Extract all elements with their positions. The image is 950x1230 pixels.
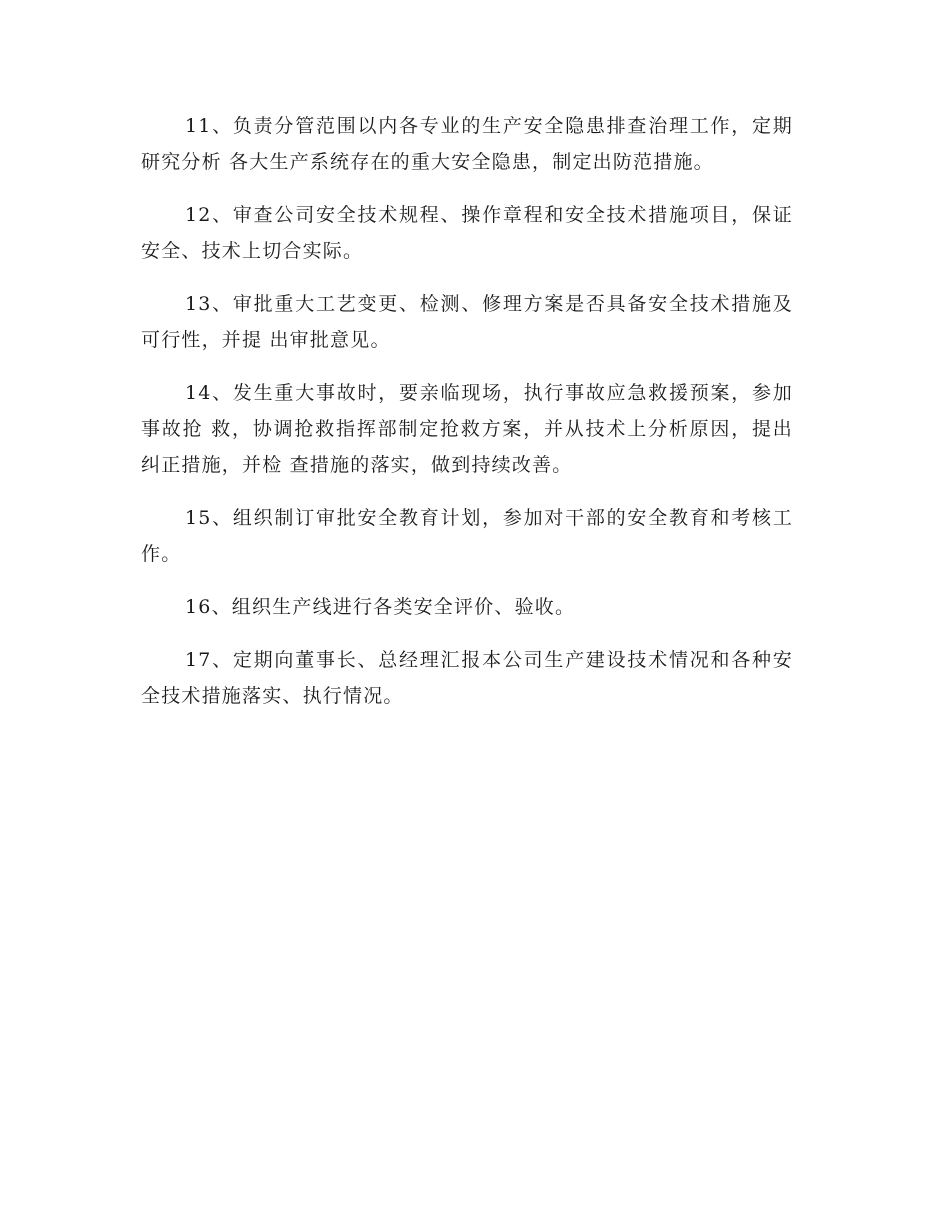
paragraph-item-14: 14、发生重大事故时，要亲临现场，执行事故应急救援预案，参加事故抢 救，协调抢救指挥部制定抢救方案，并从技术上分析原因，提出纠正措施，并检 查措施的落实，做到持续改善。 [141, 382, 793, 476]
paragraph-item-11: 11、负责分管范围以内各专业的生产安全隐患排查治理工作，定期研究分析 各大生产系统存在的重大安全隐患，制定出防范措施。 [141, 115, 793, 173]
paragraph-item-15: 15、组织制订审批安全教育计划，参加对干部的安全教育和考核工作。 [141, 507, 793, 565]
paragraph-item-16: 16、组织生产线进行各类安全评价、验收。 [185, 596, 576, 618]
paragraph-item-12: 12、审查公司安全技术规程、操作章程和安全技术措施项目，保证安全、技术上切合实际。 [141, 204, 793, 262]
paragraph-item-17: 17、定期向董事长、总经理汇报本公司生产建设技术情况和各种安全技术措施落实、执行情况。 [141, 649, 793, 707]
paragraph-item-13: 13、审批重大工艺变更、检测、修理方案是否具备安全技术措施及可行性，并提 出审批意见。 [141, 293, 793, 351]
document-body [141, 108, 793, 731]
